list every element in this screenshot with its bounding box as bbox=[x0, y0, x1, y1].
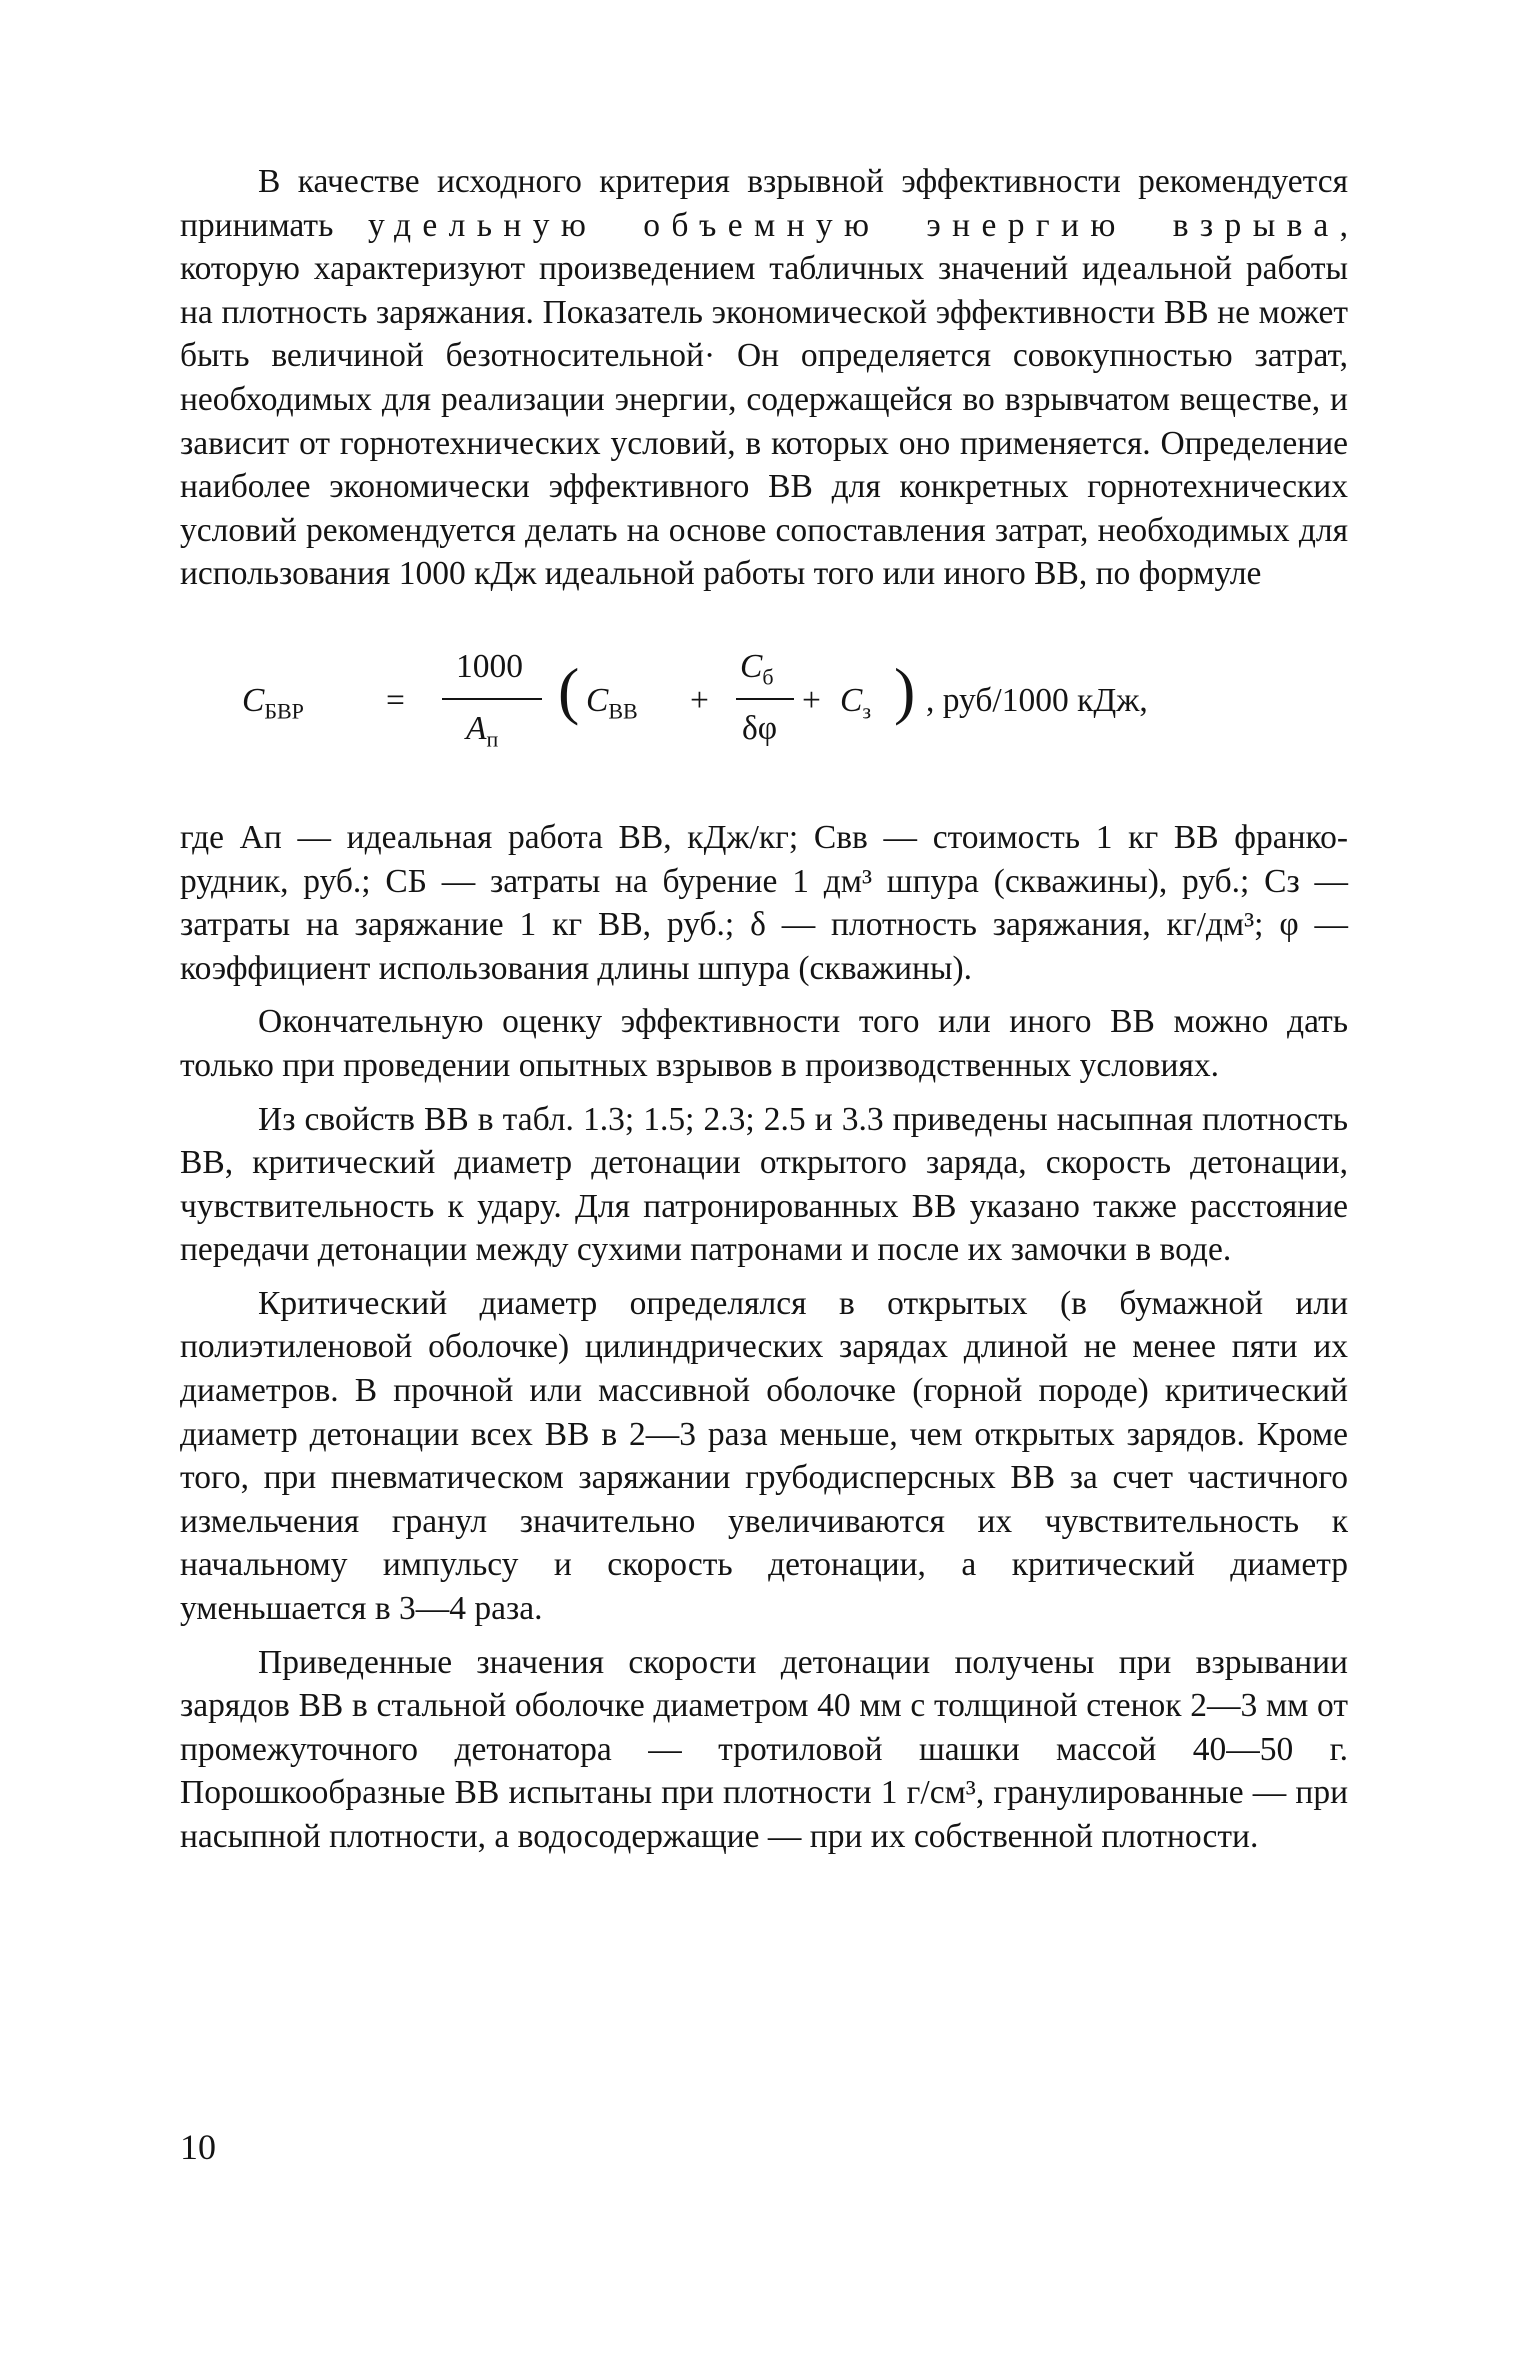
paragraph-critical-diameter: Критический диаметр определялся в открытых (в бумажной или полиэтиленовой оболочке) цилиндрических зарядах длиной не менее пяти их диаметров. В прочной или массивной оболочке (горной породе) критический диаметр детонации всех ВВ в 2—3 раза меньше, чем открытых зарядов. Кроме того, при пневматическом заряжании грубодисперсных ВВ за счет частичного измельчения гранул значительно увеличиваются их чувствительность к начальному импульсу и скорость детонации, а критический диаметр уменьшается в 3—4 раза. bbox=[180, 1284, 1348, 1628]
paragraph-energy-criterion bbox=[180, 160, 1348, 596]
formula-cb-denominator: δφ bbox=[742, 709, 778, 747]
formula-lhs-subscript: БВР bbox=[264, 698, 304, 724]
formula-cb-symbol: C bbox=[740, 647, 763, 685]
paragraph-final-assessment: Окончательную оценку эффективности того или иного ВВ можно дать только при проведении опытных взрывов в производственных условиях. bbox=[180, 1003, 1348, 1084]
para1-spaced-term: удельную объемную энергию взрыва bbox=[367, 206, 1340, 244]
paragraph-formula-legend: где Aп — идеальная работа ВВ, кДж/кг; Cвв — стоимость 1 кг ВВ франко-рудник, руб.; CБ — затраты на бурение 1 дм³ шпура (скважины), руб.; Cз — затраты на заряжание 1 кг ВВ, руб.; δ — плотность заряжания, кг/дм³; φ — коэффициент использования длины шпура (скважины). bbox=[180, 818, 1348, 987]
formula-paren-right: ) bbox=[894, 654, 916, 726]
formula-term-cz bbox=[840, 682, 871, 725]
para1-text-start: В качестве исходного критерия взрывной эффективности рекомендуется принимать bbox=[180, 163, 1348, 244]
formula-term-cb bbox=[740, 648, 774, 691]
formula-term-cvv bbox=[586, 682, 638, 725]
formula-cvv-symbol: C bbox=[586, 681, 609, 719]
page-number: 10 bbox=[180, 2127, 216, 2167]
formula-plus-1: + bbox=[690, 681, 709, 719]
formula-den-subscript: п bbox=[486, 726, 499, 752]
formula-numerator: 1000 bbox=[456, 647, 523, 685]
formula-lhs-symbol: C bbox=[242, 681, 265, 719]
formula-cz-subscript: з bbox=[862, 698, 872, 724]
formula-cvv-subscript: ВВ bbox=[608, 698, 638, 724]
formula-cz-symbol: C bbox=[840, 681, 863, 719]
formula-fraction-bar bbox=[442, 698, 542, 700]
formula-unit: , руб/1000 кДж, bbox=[926, 681, 1148, 719]
page-body bbox=[180, 160, 1348, 1869]
formula-lhs bbox=[242, 682, 304, 725]
paragraph-table-properties: Из свойств ВВ в табл. 1.3; 1.5; 2.3; 2.5 и 3.3 приведены насыпная плотность ВВ, критический диаметр детонации открытого заряда, скорость детонации, чувствительность к удару. Для патронированных ВВ указано также расстояние передачи детонации между сухими патронами и после их замочки в воде. bbox=[180, 1100, 1348, 1269]
formula-denominator bbox=[466, 710, 498, 753]
formula-plus-2: + bbox=[802, 681, 821, 719]
formula-den-symbol: A bbox=[466, 709, 487, 747]
formula-paren-left: ( bbox=[558, 654, 580, 726]
cost-formula bbox=[180, 648, 1348, 776]
formula-cb-fraction-bar bbox=[736, 698, 794, 700]
formula-equals: = bbox=[386, 681, 405, 719]
paragraph-detonation-velocity: Приведенные значения скорости детонации получены при взрывании зарядов ВВ в стальной оболочке диаметром 40 мм с толщиной стенок 2—3 мм от промежуточного детонатора — тротиловой шашки массой 40—50 г. Порошкообразные ВВ испытаны при плотности 1 г/см³, гранулированные — при насыпной плотности, а водосодержащие — при их собственной плотности. bbox=[180, 1643, 1348, 1855]
para1-text-end: , которую характеризуют произведением табличных значений идеальной работы на плотность заряжания. Показатель экономической эффективности ВВ не может быть величиной безотносительной· Он определяется совокупностью затрат, необходимых для реализации энергии, содержащейся во взрывчатом веществе, и зависит от горнотехнических условий, в которых оно применяется. Определение наиболее экономически эффективного ВВ для конкретных горнотехнических условий рекомендуется делать на основе сопоставления затрат, необходимых для использования 1000 кДж идеальной работы того или иного ВВ, по формуле bbox=[180, 206, 1348, 593]
formula-cb-subscript: б bbox=[762, 664, 774, 690]
